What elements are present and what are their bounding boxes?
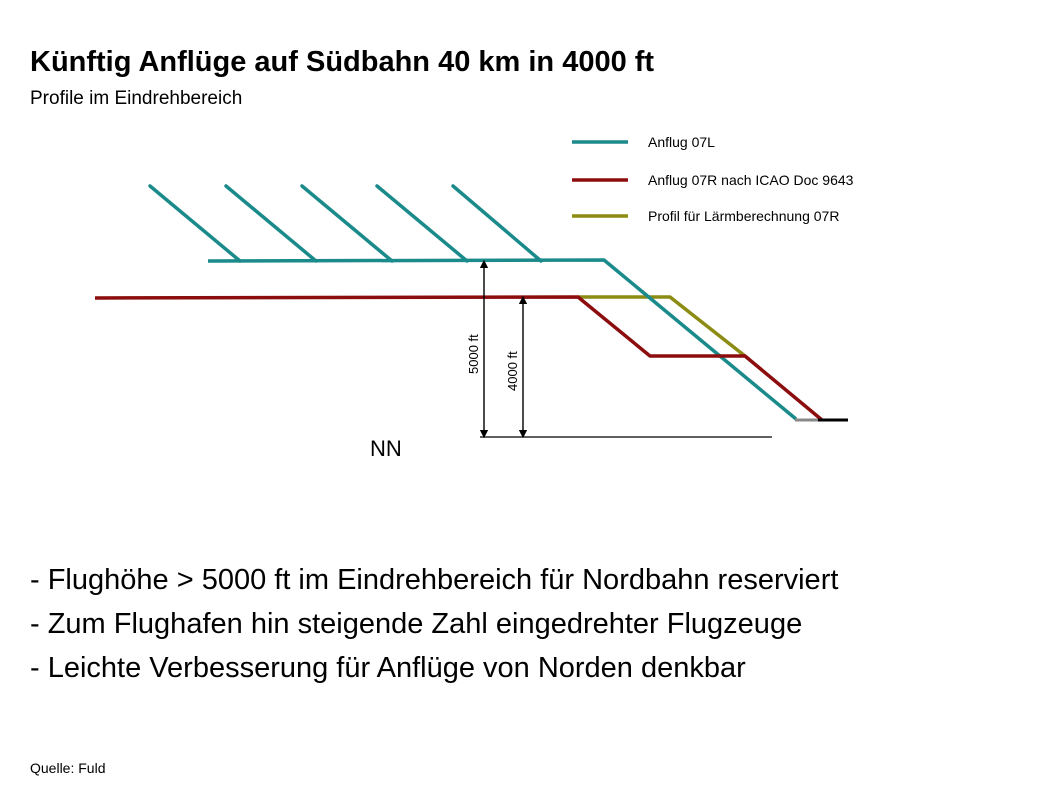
bullet-item: - Flughöhe > 5000 ft im Eindrehbereich für Nordbahn reserviert — [30, 564, 839, 596]
legend — [572, 134, 854, 224]
slide-subtitle: Profile im Eindrehbereich — [30, 88, 243, 109]
turn-in-line-1 — [150, 186, 240, 261]
turn-in-line-3 — [302, 186, 392, 261]
slide-title: Künftig Anflüge auf Südbahn 40 km in 4000 ft — [30, 46, 655, 78]
turn-in-line-4 — [377, 186, 467, 261]
bullet-list — [30, 558, 838, 690]
turn-in-line-5 — [453, 186, 541, 261]
turn-in-lines — [150, 186, 541, 261]
turn-in-line-2 — [226, 186, 316, 261]
legend-label-07l: Anflug 07L — [648, 134, 715, 150]
ground-label: NN — [370, 436, 402, 461]
profile-07l — [208, 260, 796, 419]
dim-label-4000: 4000 ft — [505, 351, 520, 391]
bullet-item: - Zum Flughafen hin steigende Zahl eingedrehter Flugzeuge — [30, 608, 803, 640]
legend-label-noise: Profil für Lärmberechnung 07R — [648, 208, 840, 224]
legend-label-07r: Anflug 07R nach ICAO Doc 9643 — [648, 172, 854, 188]
source-note: Quelle: Fuld — [30, 760, 106, 776]
profile-07r — [95, 297, 822, 420]
dim-label-5000: 5000 ft — [466, 334, 481, 374]
bullet-item: - Leichte Verbesserung für Anflüge von Norden denkbar — [30, 652, 746, 684]
